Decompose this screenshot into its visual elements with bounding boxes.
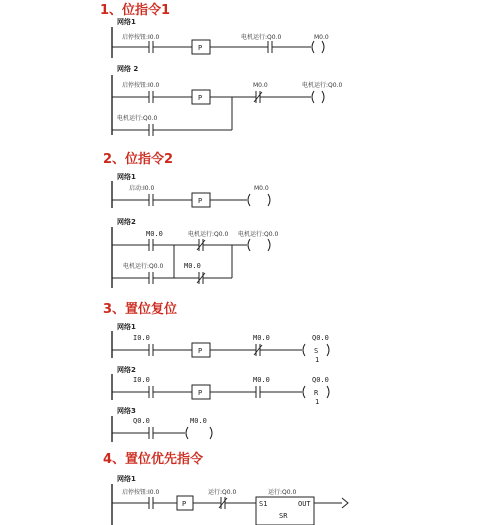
section-3-network-3-name: 网络3 xyxy=(117,407,136,415)
section-2-network-2-name: 网络2 xyxy=(117,218,136,226)
section-3-network-1-coil-label: Q0.0 xyxy=(312,334,329,342)
section-4-network-1-block-input: S1 xyxy=(259,500,268,508)
section-3-network-1-nc-label: M0.0 xyxy=(253,334,270,342)
section-1-network-2-coil-label: 电机运行:Q0.0 xyxy=(302,82,343,89)
section-4-network-1-contact-label: 启停按钮:I0.0 xyxy=(122,489,160,496)
section-1-network-2-branch-label: 电机运行:Q0.0 xyxy=(117,115,158,122)
section-1-network-1-contact-label: 启停按钮:I0.0 xyxy=(122,34,160,41)
section-3-network-1-name: 网络1 xyxy=(117,323,136,331)
section-2-title: 2、位指令2 xyxy=(103,152,174,167)
section-2-network-2-nc-label: 电机运行:Q0.0 xyxy=(188,231,229,238)
section-4-network-1-block-type: SR xyxy=(279,512,288,520)
section-4-network-1-name: 网络1 xyxy=(117,475,136,483)
section-4-network-1-block-output: OUT xyxy=(298,500,311,508)
section-3-network-1-coil-count: 1 xyxy=(315,356,320,364)
section-3-network-3-contact-label: Q0.0 xyxy=(133,417,150,425)
section-2-network-2-contact-label: M0.0 xyxy=(146,230,163,238)
section-2-network-1-name: 网络1 xyxy=(117,173,136,181)
section-3-network-2-contact2-label: M0.0 xyxy=(253,376,270,384)
section-1-network-2-nc-label: M0.0 xyxy=(253,82,268,89)
section-3-network-2-coil-label: Q0.0 xyxy=(312,376,329,384)
section-3-network-2-coil-type: R xyxy=(314,389,319,397)
section-3-network-2-contact-label: I0.0 xyxy=(133,376,150,384)
section-1-network-2-pulse-label: P xyxy=(198,94,203,102)
section-4-network-1-pulse-label: P xyxy=(182,500,187,508)
section-4-title: 4、置位优先指令 xyxy=(103,452,204,467)
section-2-network-1-contact-label: 启动:I0.0 xyxy=(129,185,155,192)
section-2-network-1-coil-label: M0.0 xyxy=(254,185,269,192)
section-4-network-1-nc-label: 运行:Q0.0 xyxy=(208,489,237,496)
section-4-network-1-block-name: 运行:Q0.0 xyxy=(268,489,297,496)
section-2-network-1-pulse-label: P xyxy=(198,197,203,205)
section-1-network-2-name: 网络 2 xyxy=(117,65,139,73)
section-2-network-2-coil-label: 电机运行:Q0.0 xyxy=(238,231,279,238)
section-3-network-2-pulse-label: P xyxy=(198,389,203,397)
section-3-network-1-coil-type: S xyxy=(314,347,319,355)
section-1-title: 1、位指令1 xyxy=(100,3,171,18)
section-1-network-1-pulse-label: P xyxy=(198,44,203,52)
section-2-network-2-branch-nc-label: M0.0 xyxy=(184,262,201,270)
section-1-network-1-coil-label: M0.0 xyxy=(314,34,329,41)
section-1-network-2-contact-label: 启停按钮:I0.0 xyxy=(122,82,160,89)
section-3-title: 3、置位复位 xyxy=(103,302,178,317)
section-2-network-2-branch-label: 电机运行:Q0.0 xyxy=(123,263,164,270)
section-3-network-1-contact-label: I0.0 xyxy=(133,334,150,342)
section-3-network-3-coil-label: M0.0 xyxy=(190,417,207,425)
section-1-network-1-rung xyxy=(112,27,324,58)
section-1-network-1-name: 网络1 xyxy=(117,18,136,26)
section-3-network-2-coil-count: 1 xyxy=(315,398,320,406)
section-3-network-1-pulse-label: P xyxy=(198,347,203,355)
section-1-network-1-contact2-label: 电机运行:Q0.0 xyxy=(241,34,282,41)
section-3-network-2-name: 网络2 xyxy=(117,366,136,374)
